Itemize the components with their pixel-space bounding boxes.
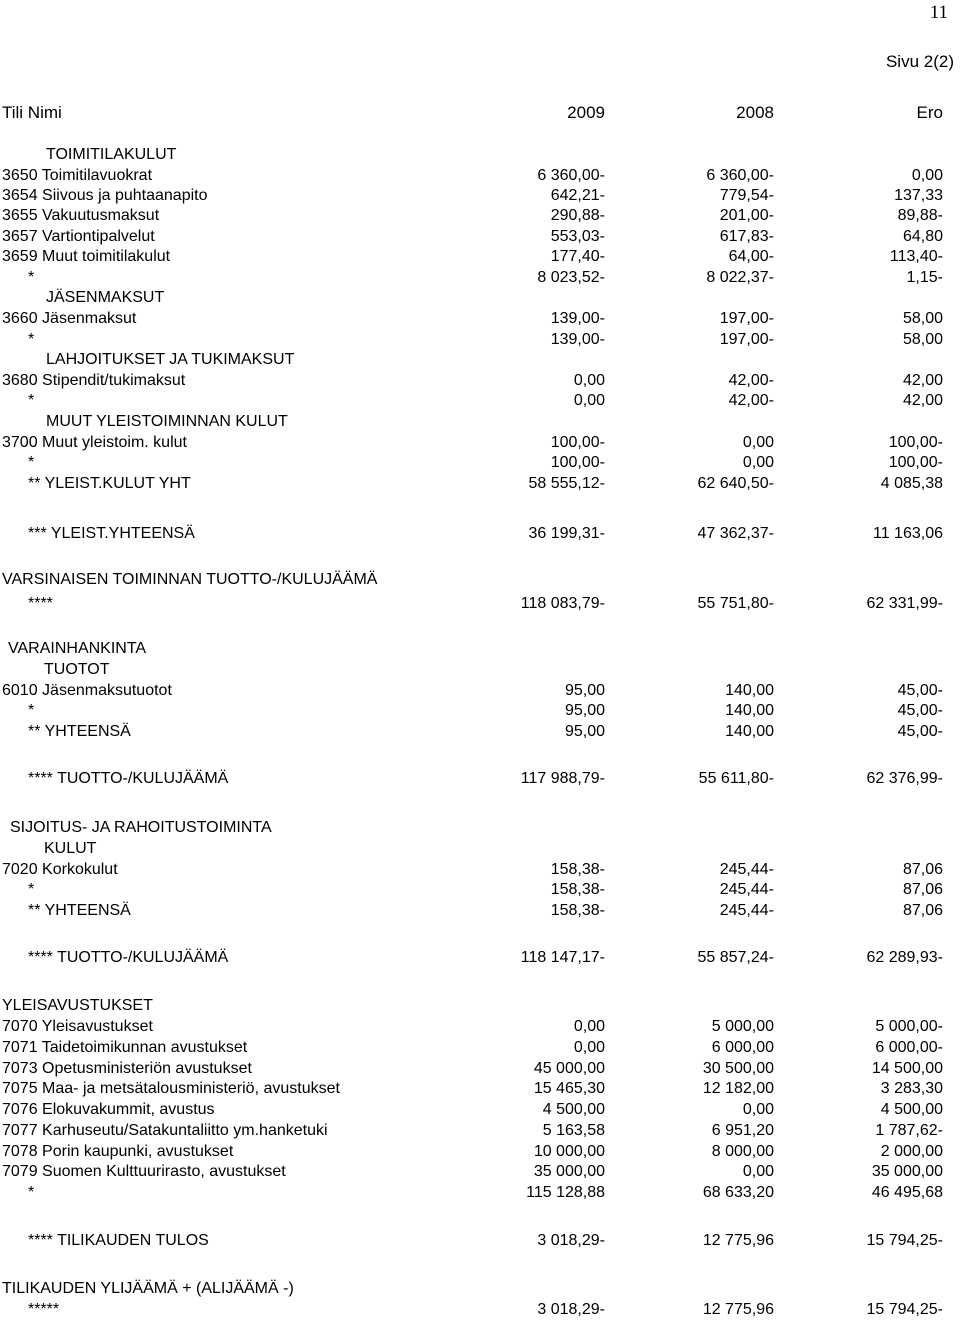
value-2009: 177,40- bbox=[550, 248, 605, 265]
value-2008: 12 775,96 bbox=[702, 1301, 774, 1318]
table-row bbox=[0, 639, 960, 659]
value-ero: 62 331,99- bbox=[866, 595, 943, 612]
row-label: * bbox=[28, 269, 35, 286]
value-2008: 617,83- bbox=[719, 228, 774, 245]
sheet-label: Sivu 2(2) bbox=[885, 52, 954, 71]
value-2009: 139,00- bbox=[550, 331, 605, 348]
row-label: ** YHTEENSÄ bbox=[28, 723, 131, 740]
row-label: **** TUOTTO-/KULUJÄÄMÄ bbox=[28, 770, 229, 787]
value-2009: 642,21- bbox=[550, 187, 605, 204]
row-label: * bbox=[28, 331, 35, 348]
row-label: JÄSENMAKSUT bbox=[46, 289, 165, 306]
value-2009: 158,38- bbox=[550, 902, 605, 919]
row-label: 3700 Muut yleistoim. kulut bbox=[2, 434, 187, 451]
value-ero: 1 787,62- bbox=[875, 1122, 943, 1139]
table-header bbox=[0, 103, 960, 125]
table-row bbox=[0, 227, 960, 247]
value-ero: 4 500,00 bbox=[880, 1101, 943, 1118]
row-label: 7075 Maa- ja metsätalousministeriö, avustukset bbox=[2, 1080, 340, 1097]
value-ero: 5 000,00- bbox=[875, 1018, 943, 1035]
value-2009: 0,00 bbox=[573, 1018, 605, 1035]
table-row bbox=[0, 412, 960, 432]
value-ero: 45,00- bbox=[897, 702, 943, 719]
value-ero: 113,40- bbox=[889, 248, 943, 265]
value-2009: 35 000,00 bbox=[533, 1163, 605, 1180]
value-ero: 64,80 bbox=[902, 228, 943, 245]
value-ero: 2 000,00 bbox=[880, 1143, 943, 1160]
table-row bbox=[0, 681, 960, 701]
value-2009: 4 500,00 bbox=[542, 1101, 605, 1118]
table-row bbox=[0, 818, 960, 838]
value-2008: 62 640,50- bbox=[697, 475, 774, 492]
value-2009: 100,00- bbox=[550, 454, 605, 471]
value-2009: 117 988,79- bbox=[520, 770, 605, 787]
value-ero: 35 000,00 bbox=[871, 1163, 943, 1180]
value-ero: 87,06 bbox=[902, 881, 943, 898]
table-row bbox=[0, 391, 960, 411]
value-2009: 6 360,00- bbox=[537, 167, 605, 184]
value-2008: 64,00- bbox=[728, 248, 774, 265]
value-2009: 553,03- bbox=[550, 228, 605, 245]
table-row bbox=[0, 1279, 960, 1299]
table-row bbox=[0, 1038, 960, 1058]
value-2008: 140,00 bbox=[725, 702, 774, 719]
table-row bbox=[0, 524, 960, 544]
row-label: 7020 Korkokulut bbox=[2, 861, 118, 878]
row-label: 7071 Taidetoimikunnan avustukset bbox=[2, 1039, 248, 1056]
row-label: **** TUOTTO-/KULUJÄÄMÄ bbox=[28, 949, 229, 966]
row-label: 7079 Suomen Kulttuurirasto, avustukset bbox=[2, 1163, 286, 1180]
value-2008: 68 633,20 bbox=[702, 1184, 774, 1201]
value-2008: 55 751,80- bbox=[697, 595, 774, 612]
row-label: 3650 Toimitilavuokrat bbox=[2, 167, 153, 184]
row-label: ** YHTEENSÄ bbox=[28, 902, 131, 919]
table-row bbox=[0, 288, 960, 308]
row-label: 3657 Vartiontipalvelut bbox=[2, 228, 155, 245]
value-ero: 62 289,93- bbox=[866, 949, 943, 966]
value-2009: 3 018,29- bbox=[537, 1232, 605, 1249]
row-label: VARSINAISEN TOIMINNAN TUOTTO-/KULUJÄÄMÄ bbox=[2, 571, 378, 588]
value-2009: 95,00 bbox=[564, 723, 605, 740]
table-row bbox=[0, 330, 960, 350]
table-row bbox=[0, 350, 960, 370]
value-2009: 158,38- bbox=[550, 881, 605, 898]
value-ero: 11 163,06 bbox=[873, 525, 943, 542]
table-row bbox=[0, 474, 960, 494]
value-2008: 8 000,00 bbox=[711, 1143, 774, 1160]
row-label: TILIKAUDEN YLIJÄÄMÄ + (ALIJÄÄMÄ -) bbox=[2, 1280, 294, 1297]
value-2008: 201,00- bbox=[719, 207, 774, 224]
row-label: 3659 Muut toimitilakulut bbox=[2, 248, 171, 265]
row-label: 6010 Jäsenmaksutuotot bbox=[2, 682, 172, 699]
row-label: MUUT YLEISTOIMINNAN KULUT bbox=[46, 413, 288, 430]
row-label: 3680 Stipendit/tukimaksut bbox=[2, 372, 186, 389]
row-label: ** YLEIST.KULUT YHT bbox=[28, 475, 191, 492]
value-2009: 3 018,29- bbox=[537, 1301, 605, 1318]
value-ero: 42,00 bbox=[902, 372, 943, 389]
row-label: * bbox=[28, 392, 35, 409]
table-row bbox=[0, 433, 960, 453]
row-label: TUOTOT bbox=[44, 661, 110, 678]
row-label: * bbox=[28, 1184, 35, 1201]
row-label: * bbox=[28, 454, 35, 471]
table-row bbox=[0, 1121, 960, 1141]
value-2009: 15 465,30 bbox=[533, 1080, 605, 1097]
value-2008: 6 000,00 bbox=[711, 1039, 774, 1056]
row-label: *** YLEIST.YHTEENSÄ bbox=[28, 525, 195, 542]
value-ero: 4 085,38 bbox=[880, 475, 943, 492]
value-ero: 58,00 bbox=[902, 310, 943, 327]
page-number: 11 bbox=[929, 2, 948, 23]
row-label: * bbox=[28, 702, 35, 719]
row-label: VARAINHANKINTA bbox=[8, 640, 147, 657]
row-label: 7077 Karhuseutu/Satakuntaliitto ym.hanketuki bbox=[2, 1122, 328, 1139]
row-label: 7070 Yleisavustukset bbox=[2, 1018, 153, 1035]
value-2008: 245,44- bbox=[719, 861, 774, 878]
value-ero: 45,00- bbox=[897, 682, 943, 699]
value-ero: 15 794,25- bbox=[866, 1232, 943, 1249]
value-ero: 46 495,68 bbox=[871, 1184, 943, 1201]
header-col-2008: 2008 bbox=[736, 103, 774, 122]
value-2008: 245,44- bbox=[719, 902, 774, 919]
value-ero: 6 000,00- bbox=[875, 1039, 943, 1056]
value-2009: 10 000,00 bbox=[533, 1143, 605, 1160]
value-ero: 0,00 bbox=[911, 167, 943, 184]
table-row bbox=[0, 371, 960, 391]
row-label: SIJOITUS- JA RAHOITUSTOIMINTA bbox=[10, 819, 272, 836]
table-row bbox=[0, 166, 960, 186]
table-row bbox=[0, 1017, 960, 1037]
table-row bbox=[0, 839, 960, 859]
value-ero: 15 794,25- bbox=[866, 1301, 943, 1318]
value-2009: 118 083,79- bbox=[520, 595, 605, 612]
row-label: 3660 Jäsenmaksut bbox=[2, 310, 137, 327]
value-2008: 140,00 bbox=[725, 682, 774, 699]
header-col-2009: 2009 bbox=[567, 103, 605, 122]
table-row bbox=[0, 1300, 960, 1320]
value-2008: 55 857,24- bbox=[697, 949, 774, 966]
value-ero: 100,00- bbox=[888, 454, 943, 471]
value-2009: 5 163,58 bbox=[542, 1122, 605, 1139]
value-2008: 47 362,37- bbox=[697, 525, 774, 542]
value-2009: 58 555,12- bbox=[528, 475, 605, 492]
table-row bbox=[0, 268, 960, 288]
row-label: LAHJOITUKSET JA TUKIMAKSUT bbox=[46, 351, 295, 368]
value-2008: 8 022,37- bbox=[706, 269, 774, 286]
table-row bbox=[0, 145, 960, 165]
row-label: 7073 Opetusministeriön avustukset bbox=[2, 1060, 252, 1077]
value-ero: 87,06 bbox=[902, 902, 943, 919]
value-2009: 0,00 bbox=[573, 392, 605, 409]
value-ero: 45,00- bbox=[897, 723, 943, 740]
value-2008: 197,00- bbox=[719, 310, 774, 327]
value-2008: 42,00- bbox=[728, 392, 774, 409]
value-2008: 779,54- bbox=[719, 187, 774, 204]
value-ero: 42,00 bbox=[902, 392, 943, 409]
table-row bbox=[0, 1059, 960, 1079]
value-2009: 95,00 bbox=[564, 682, 605, 699]
value-ero: 62 376,99- bbox=[866, 770, 943, 787]
value-2008: 30 500,00 bbox=[702, 1060, 774, 1077]
value-2009: 95,00 bbox=[564, 702, 605, 719]
value-2009: 115 128,88 bbox=[526, 1184, 605, 1201]
value-2009: 0,00 bbox=[573, 1039, 605, 1056]
row-label: * bbox=[28, 881, 35, 898]
value-2008: 197,00- bbox=[719, 331, 774, 348]
value-ero: 100,00- bbox=[888, 434, 943, 451]
value-2009: 139,00- bbox=[550, 310, 605, 327]
row-label: YLEISAVUSTUKSET bbox=[2, 997, 153, 1014]
row-label: 7078 Porin kaupunki, avustukset bbox=[2, 1143, 234, 1160]
table-row bbox=[0, 701, 960, 721]
table-row bbox=[0, 1079, 960, 1099]
table-row bbox=[0, 1100, 960, 1120]
table-row bbox=[0, 660, 960, 680]
table-row bbox=[0, 186, 960, 206]
value-2009: 0,00 bbox=[573, 372, 605, 389]
value-2009: 45 000,00 bbox=[533, 1060, 605, 1077]
table-row bbox=[0, 860, 960, 880]
row-label: KULUT bbox=[44, 840, 97, 857]
table-row bbox=[0, 206, 960, 226]
value-2009: 290,88- bbox=[550, 207, 605, 224]
value-ero: 137,33 bbox=[894, 187, 943, 204]
value-2008: 12 182,00 bbox=[702, 1080, 774, 1097]
value-ero: 1,15- bbox=[906, 269, 943, 286]
value-ero: 14 500,00 bbox=[871, 1060, 943, 1077]
table-row bbox=[0, 1162, 960, 1182]
table-row bbox=[0, 594, 960, 614]
table-row bbox=[0, 1231, 960, 1251]
value-2008: 12 775,96 bbox=[702, 1232, 774, 1249]
value-2008: 6 360,00- bbox=[706, 167, 774, 184]
table-row bbox=[0, 247, 960, 267]
value-2008: 140,00 bbox=[725, 723, 774, 740]
value-2009: 36 199,31- bbox=[528, 525, 605, 542]
row-label: 7076 Elokuvakummit, avustus bbox=[2, 1101, 215, 1118]
value-2008: 42,00- bbox=[728, 372, 774, 389]
value-2009: 158,38- bbox=[550, 861, 605, 878]
table-row bbox=[0, 996, 960, 1016]
value-2008: 245,44- bbox=[719, 881, 774, 898]
value-2008: 0,00 bbox=[742, 434, 774, 451]
row-label: ***** bbox=[28, 1301, 60, 1318]
value-2008: 0,00 bbox=[742, 1101, 774, 1118]
table-row bbox=[0, 570, 960, 590]
table-row bbox=[0, 769, 960, 789]
value-2008: 0,00 bbox=[742, 1163, 774, 1180]
header-name: Tili Nimi bbox=[2, 103, 62, 122]
value-ero: 89,88- bbox=[897, 207, 943, 224]
value-2008: 6 951,20 bbox=[711, 1122, 774, 1139]
row-label: **** TILIKAUDEN TULOS bbox=[28, 1232, 209, 1249]
row-label: 3654 Siivous ja puhtaanapito bbox=[2, 187, 208, 204]
value-ero: 58,00 bbox=[902, 331, 943, 348]
row-label: TOIMITILAKULUT bbox=[46, 146, 177, 163]
value-2008: 55 611,80- bbox=[698, 770, 774, 787]
value-2008: 5 000,00 bbox=[711, 1018, 774, 1035]
row-label: 3655 Vakuutusmaksut bbox=[2, 207, 160, 224]
header-col-ero: Ero bbox=[916, 103, 943, 122]
value-2009: 118 147,17- bbox=[520, 949, 605, 966]
row-label: **** bbox=[28, 595, 53, 612]
table-row bbox=[0, 1183, 960, 1203]
table-row bbox=[0, 1142, 960, 1162]
table-row bbox=[0, 453, 960, 473]
value-ero: 87,06 bbox=[902, 861, 943, 878]
table-row bbox=[0, 901, 960, 921]
value-ero: 3 283,30 bbox=[880, 1080, 943, 1097]
value-2009: 8 023,52- bbox=[537, 269, 605, 286]
table-row bbox=[0, 309, 960, 329]
table-row bbox=[0, 880, 960, 900]
table-row bbox=[0, 722, 960, 742]
value-2009: 100,00- bbox=[550, 434, 605, 451]
table-row bbox=[0, 948, 960, 968]
value-2008: 0,00 bbox=[742, 454, 774, 471]
